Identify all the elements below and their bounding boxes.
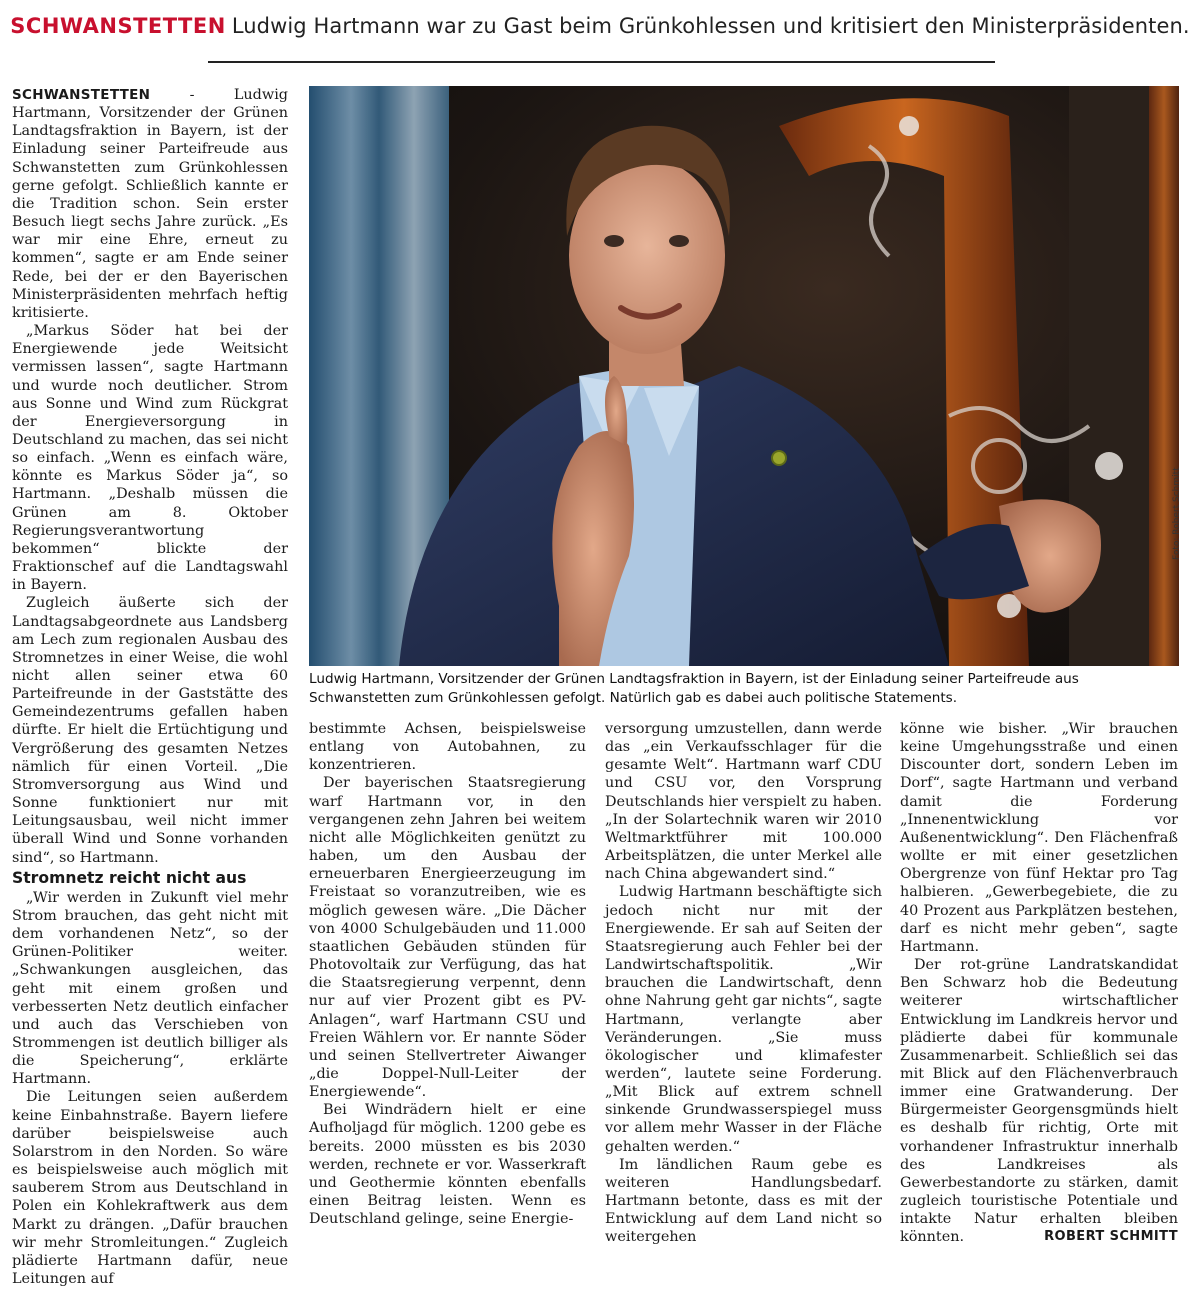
subheading: Stromnetz reicht nicht aus — [12, 868, 247, 887]
article-paragraph: Im ländlichen Raum gebe es weiteren Handlungsbedarf. Hartmann betonte, dass es mit der Entwicklung auf dem Land nicht so weitergehen — [605, 1156, 882, 1246]
article-paragraph: könne wie bisher. „Wir brauchen keine Umgehungsstraße und einen Discounter dort, sondern Leben im Dorf“, sagte Hartmann und verband damit die Forderung „Innenentwicklung vor Außenentwicklung“. Den Flächenfraß wollte er mit einer gesetzlichen Obergrenze von fünf Hektar pro Tag halbieren. „Gewerbegebiete, die zu 40 Prozent aus Parkplätzen bestehen, darf es nicht mehr geben“, sagte Hartmann. — [900, 721, 1178, 955]
article-paragraph: Bei Windrädern hielt er eine Aufholjagd für möglich. 1200 gebe es bereits. 2000 müssten es bis 2030 werden, rechnete er vor. Wasserkraft und Geothermie könnten ebenfalls einen Beitrag leisten. Wenn es Deutschland gelinge, seine Energie- — [309, 1102, 586, 1228]
article-paragraph: Der bayerischen Staatsregierung warf Hartmann vor, in den vergangenen zehn Jahren bei weitem nicht alle Möglichkeiten genützt zu haben, um den Ausbau der erneuerbaren Energieerzeugung im Freistaat so voranzutreiben, wie es möglich gewesen wäre. „Die Dächer von 4000 Schulgebäuden und 11.000 staatlichen Gebäuden stünden für Photovoltaik zur Verfügung, das hat die Staatsregierung verpennt, denn nur auf vier Prozent gibt es PV-Anlagen“, warf Hartmann CSU und Freien Wählern vor. Er nannte Söder und seinen Stellvertreter Aiwanger „die Doppel-Null-Leiter der Energiewende“. — [309, 775, 586, 1101]
article-paragraph: „Markus Söder hat bei der Energiewende jede Weitsicht vermissen lassen“, sagte Hartmann und wurde noch deutlicher. Strom aus Sonne und Wind zum Rückgrat der Energieversorgung in Deutschland zu machen, das sei nicht so einfach. „Wenn es einfach wäre, könnte es Markus Söder ja“, so Hartmann. „Deshalb müssen die Grünen am 8. Oktober Regierungsverantwortung bekommen“ blickte der Fraktionschef auf die Landtagswahl in Bayern. — [12, 323, 288, 594]
article-paragraph: versorgung umzustellen, dann werde das „ein Verkaufsschlager für die gesamte Welt“. Hartmann warf CDU und CSU vor, den Vorsprung Deutschlands hier verspielt zu haben. „In der Solartechnik waren wir 2010 Weltmarktführer mit 100.000 Arbeitsplätzen, die unter Merkel alle nach China abgewandert sind.“ — [605, 721, 882, 883]
article-column-1 — [12, 86, 288, 1288]
paragraph-text: - Ludwig Hartmann, Vorsitzender der Grünen Landtagsfraktion in Bayern, ist der Einladung seiner Parteifreude aus Schwanstetten zum Grünkohlessen gerne gefolgt. Schließlich kannte er die Tradition schon. Sein erster Besuch liegt sechs Jahre zurück. „Es war mir eine Ehre, erneut zu kommen“, sagte er am Ende seiner Rede, bei der er den Bayerischen Ministerpräsidenten mehrfach heftig kritisierte. — [12, 87, 289, 321]
article-photo — [309, 86, 1179, 666]
article-paragraph: „Wir werden in Zukunft viel mehr Strom brauchen, das geht nicht mit dem vorhandenen Netz“, so der Grünen-Politiker weiter. „Schwankungen ausgleichen, das geht mit einem großen und verbesserten Netz deutlich einfacher und auch das Verschieben von Strommengen ist deutlich billiger als die Speicherung“, erklärte Hartmann. — [12, 889, 288, 1088]
paragraph-text: Der rot-grüne Landratskandidat Ben Schwarz hob die Bedeutung weiterer wirtschaftlicher Entwicklung im Landkreis hervor und plädierte dabei für kommunale Zusammenarbeit. Schließlich sei das mit Blick auf den Flächenverbrauch immer eine Gratwanderung. Der Bürgermeister Georgensgmünds hielt es deshalb für richtig, Orte mit vorhandener Infrastruktur innerhalb des Landkreises als Gewerbestandorte zu stärken, damit zugleich touristische Potentiale und intakte Natur erhalten bleiben könnten. — [900, 957, 1178, 1246]
headline-place: SCHWANSTETTEN — [10, 14, 226, 38]
dateline: SCHWANSTETTEN — [12, 87, 151, 103]
article-paragraph: Zugleich äußerte sich der Landtagsabgeordnete aus Landsberg am Lech zum regionalen Ausbau des Stromnetzes in einer Weise, die wohl nicht allen seiner etwa 60 Parteifreunde in der Gaststätte des Gemeindezentrums gefallen haben dürfte. Er hielt die Ertüchtigung und Vergrößerung des gesamten Netzes nämlich für einen Vorteil. „Die Stromversorgung aus Wind und Sonne funktioniert nur mit Leitungsausbau, weil nicht immer überall Wind und Sonne vorhanden sind“, so Hartmann. — [12, 595, 288, 866]
headline-rule — [208, 61, 995, 63]
article-column-3 — [605, 720, 882, 1247]
article-paragraph: Die Leitungen seien außerdem keine Einbahnstraße. Bayern liefere darüber beispielsweise auch Solarstrom in den Norden. So wäre es beispielsweise auch möglich mit sauberem Strom aus Deutschland in Polen ein Kohlekraftwerk aus dem Markt zu drängen. „Dafür brauchen wir mehr Stromleitungen.“ Zugleich plädierte Hartmann dafür, neue Leitungen auf — [12, 1089, 288, 1287]
photo-caption: Ludwig Hartmann, Vorsitzender der Grünen Landtagsfraktion in Bayern, ist der Einladung seiner Parteifreude aus Schwanstetten zum Grünkohlessen gefolgt. Natürlich gab es dabei auch politische Statements. — [309, 671, 1079, 706]
photo-credit: Foto: Robert Schmitt — [1172, 467, 1182, 560]
article-paragraph: Ludwig Hartmann beschäftigte sich jedoch nicht nur mit der Energiewende. Er sah auf Seiten der Staatsregierung auch Fehler bei der Landwirtschaftspolitik. „Wir brauchen die Landwirtschaft, denn ohne Nahrung geht gar nichts“, sagte Hartmann, verlangte aber Veränderungen. „Sie muss ökologischer und klimafester werden“, lautete seine Forderung. „Mit Blick auf extrem schnell sinkende Grundwasserspiegel muss vor allem mehr Wasser in der Fläche gehalten werden.“ — [605, 884, 882, 1155]
headline-text: Ludwig Hartmann war zu Gast beim Grünkohlessen und kritisiert den Ministerpräsidenten. — [231, 14, 1190, 38]
author-byline: ROBERT SCHMITT — [1044, 1229, 1178, 1245]
article-headline — [0, 14, 1200, 38]
article-column-2 — [309, 720, 586, 1228]
article-paragraph: bestimmte Achsen, beispielsweise entlang von Autobahnen, zu konzentrieren. — [309, 721, 586, 774]
article-column-4 — [900, 720, 1178, 1247]
article-paragraph — [12, 86, 288, 322]
article-paragraph — [900, 956, 1178, 1247]
